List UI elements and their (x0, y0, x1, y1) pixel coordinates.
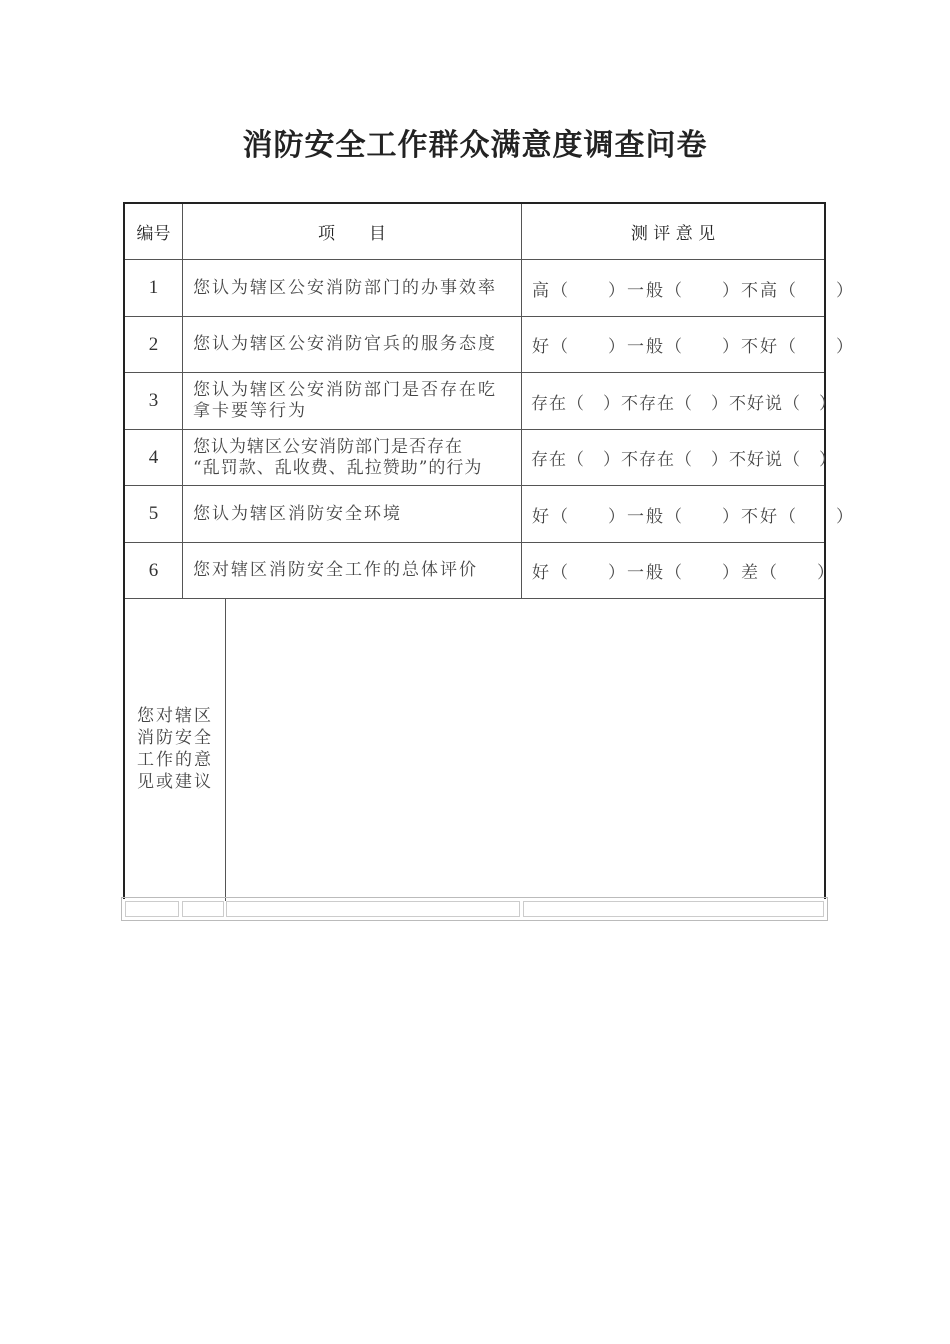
row-item: 您认为辖区消防安全环境 (193, 503, 402, 524)
row-item: 您认为辖区公安消防官兵的服务态度 (193, 334, 497, 354)
header-opinion: 测 评 意 见 (630, 224, 716, 244)
table-footer-row (121, 897, 828, 921)
rating-options[interactable]: 好（ ）一般（ ）差（ ） (532, 563, 836, 583)
footer-cell (523, 901, 824, 917)
row-number: 4 (148, 446, 159, 468)
row-item-line: “乱罚款、乱收费、乱拉赞助”的行为 (193, 457, 483, 478)
rating-options[interactable]: 高（ ）一般（ ）不高（ ） (532, 280, 855, 301)
row-item (183, 373, 521, 429)
row-number: 3 (148, 390, 159, 411)
header-item: 项 目 (318, 224, 386, 244)
suggestion-label-line: 见或建议 (137, 772, 213, 792)
rating-options[interactable]: 好（ ）一般（ ）不好（ ） (532, 506, 855, 527)
footer-cell (226, 901, 520, 917)
row-item (183, 430, 521, 485)
row-number: 2 (148, 333, 159, 355)
suggestion-label-line: 您对辖区 (137, 706, 213, 726)
suggestion-label-line: 消防安全 (137, 728, 213, 748)
row-item-line: 拿卡要等行为 (193, 401, 307, 421)
suggestion-label (125, 599, 225, 899)
rating-options[interactable]: 好（ ）一般（ ）不好（ ） (532, 337, 855, 357)
row-item: 您对辖区消防安全工作的总体评价 (193, 560, 478, 580)
row-number: 1 (148, 277, 159, 298)
page-title: 消防安全工作群众满意度调查问卷 (242, 128, 708, 163)
header-number: 编号 (136, 224, 171, 244)
row-item-line: 您认为辖区公安消防部门是否存在吃 (193, 380, 497, 400)
survey-table (123, 202, 855, 899)
row-item: 您认为辖区公安消防部门的办事效率 (193, 277, 497, 298)
row-number: 6 (148, 559, 159, 581)
suggestion-label-line: 工作的意 (137, 750, 213, 770)
footer-cell (182, 901, 224, 917)
footer-cell (125, 901, 179, 917)
row-item-line: 您认为辖区公安消防部门是否存在 (193, 436, 463, 457)
row-number: 5 (148, 503, 159, 524)
rating-options[interactable]: 存在（ ）不存在（ ）不好说（ ） (531, 393, 837, 414)
rating-options[interactable]: 存在（ ）不存在（ ）不好说（ ） (531, 450, 837, 470)
suggestion-field[interactable] (226, 599, 824, 899)
